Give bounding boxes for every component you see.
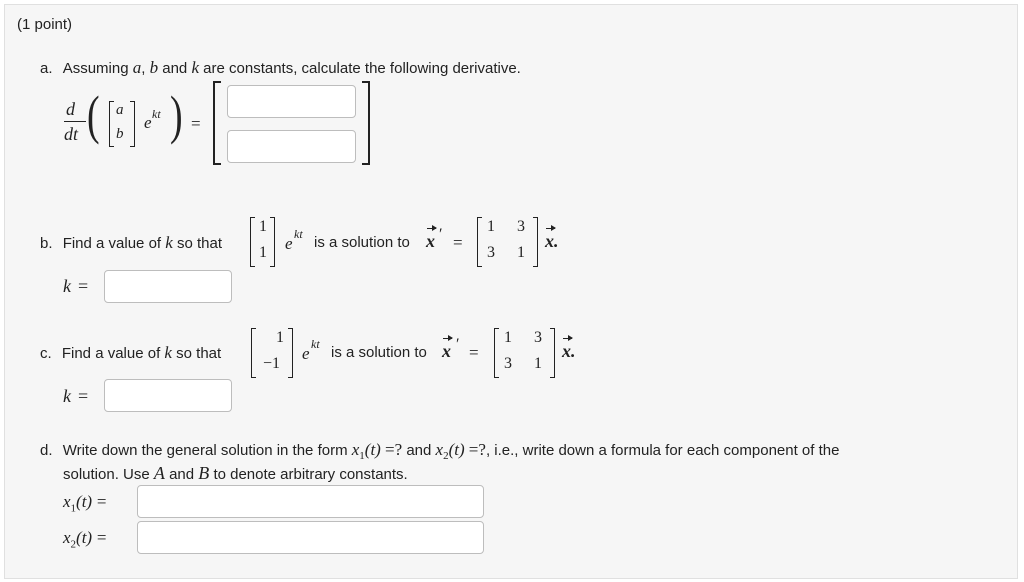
- part-b-answer-label: k: [63, 276, 71, 296]
- part-b-vec-right-bracket: [270, 217, 275, 267]
- part-c-m21: 3: [504, 355, 512, 372]
- part-a-left-paren: (: [87, 85, 100, 145]
- part-d-x2-input[interactable]: [137, 521, 484, 554]
- part-d-x1-label: $x_1(t)$ =: [63, 492, 107, 515]
- part-a-deriv-den: dt: [64, 124, 79, 144]
- part-c-m11: 1: [504, 329, 512, 346]
- part-a-vec-left-bracket: [109, 101, 114, 147]
- part-b-vec-top: 1: [259, 218, 267, 235]
- part-a-right-paren: ): [170, 85, 183, 145]
- part-b-answer-equals: =: [78, 276, 89, 296]
- part-b-m22: 1: [517, 244, 525, 261]
- part-a-answer-top-input[interactable]: [227, 85, 356, 118]
- part-a-fraction-bar: [64, 121, 86, 122]
- part-c-m22: 1: [534, 355, 542, 372]
- part-c-vec-left-bracket: [251, 328, 256, 378]
- part-c-text: c. Find a value of k so that: [40, 343, 222, 362]
- part-a-exp-base: e: [144, 113, 152, 132]
- part-c-exp-base: e: [302, 344, 310, 363]
- part-c-xvec: x: [442, 341, 451, 361]
- part-c-vec-right-bracket: [288, 328, 293, 378]
- part-a-answer-bottom-input[interactable]: [227, 130, 356, 163]
- part-b-m21: 3: [487, 244, 495, 261]
- part-c-matrix-right-bracket: [550, 328, 555, 378]
- part-c-exp-power: kt: [311, 337, 320, 351]
- part-b-matrix-right-bracket: [533, 217, 538, 267]
- part-b-xvec-2: x.: [545, 231, 559, 251]
- part-b-matrix-left-bracket: [477, 217, 482, 267]
- part-c-m12: 3: [534, 329, 542, 346]
- part-c-k-input[interactable]: [104, 379, 232, 412]
- part-c-answer-label: k: [63, 386, 71, 406]
- part-a-answer-left-bracket: [213, 81, 221, 165]
- part-d-x1-input[interactable]: [137, 485, 484, 518]
- part-d-line-1: d. Write down the general solution in the form $x_1(t)$ =? and $x_2(t)$ =?, i.e., write down a formula for each component of the: [40, 440, 840, 462]
- part-a-equals: =: [191, 114, 201, 133]
- point-value: (1 point): [17, 16, 73, 33]
- part-b-xvec: x: [426, 231, 435, 251]
- part-a-exp-power: kt: [152, 107, 161, 121]
- part-c-vec-bot: −1: [263, 355, 281, 372]
- part-c-matrix-left-bracket: [494, 328, 499, 378]
- part-b-equals: =: [453, 233, 463, 252]
- part-a-vec-top: a: [116, 102, 124, 118]
- part-c-answer-equals: =: [78, 386, 89, 406]
- part-b-text: b. Find a value of k so that: [40, 233, 223, 252]
- part-d-x2-label: $x_2(t)$ =: [63, 528, 107, 551]
- part-c-solution-text: is a solution to: [331, 344, 427, 361]
- part-b-prime: ′: [439, 226, 443, 243]
- part-b-k-input[interactable]: [104, 270, 232, 303]
- part-a-vec-right-bracket: [130, 101, 135, 147]
- part-c-prime: ′: [456, 336, 460, 353]
- part-b-exp-base: e: [285, 234, 293, 253]
- part-b-solution-text: is a solution to: [314, 234, 410, 251]
- part-a-text: a. Assuming a, b and k are constants, calculate the following derivative.: [40, 58, 521, 77]
- part-b-vec-bot: 1: [259, 244, 267, 261]
- part-b-m11: 1: [487, 218, 495, 235]
- part-c-xvec-2: x.: [562, 341, 576, 361]
- part-a-deriv-num: d: [66, 99, 75, 119]
- part-c-vec-top: 1: [276, 329, 284, 346]
- part-b-exp-power: kt: [294, 227, 303, 241]
- part-a-vec-bot: b: [116, 126, 124, 142]
- part-d-line-2: solution. Use A and B to denote arbitrary constants.: [63, 463, 408, 483]
- part-b-m12: 3: [517, 218, 525, 235]
- part-b-vec-left-bracket: [250, 217, 255, 267]
- part-a-answer-right-bracket: [362, 81, 370, 165]
- part-c-equals: =: [469, 343, 479, 362]
